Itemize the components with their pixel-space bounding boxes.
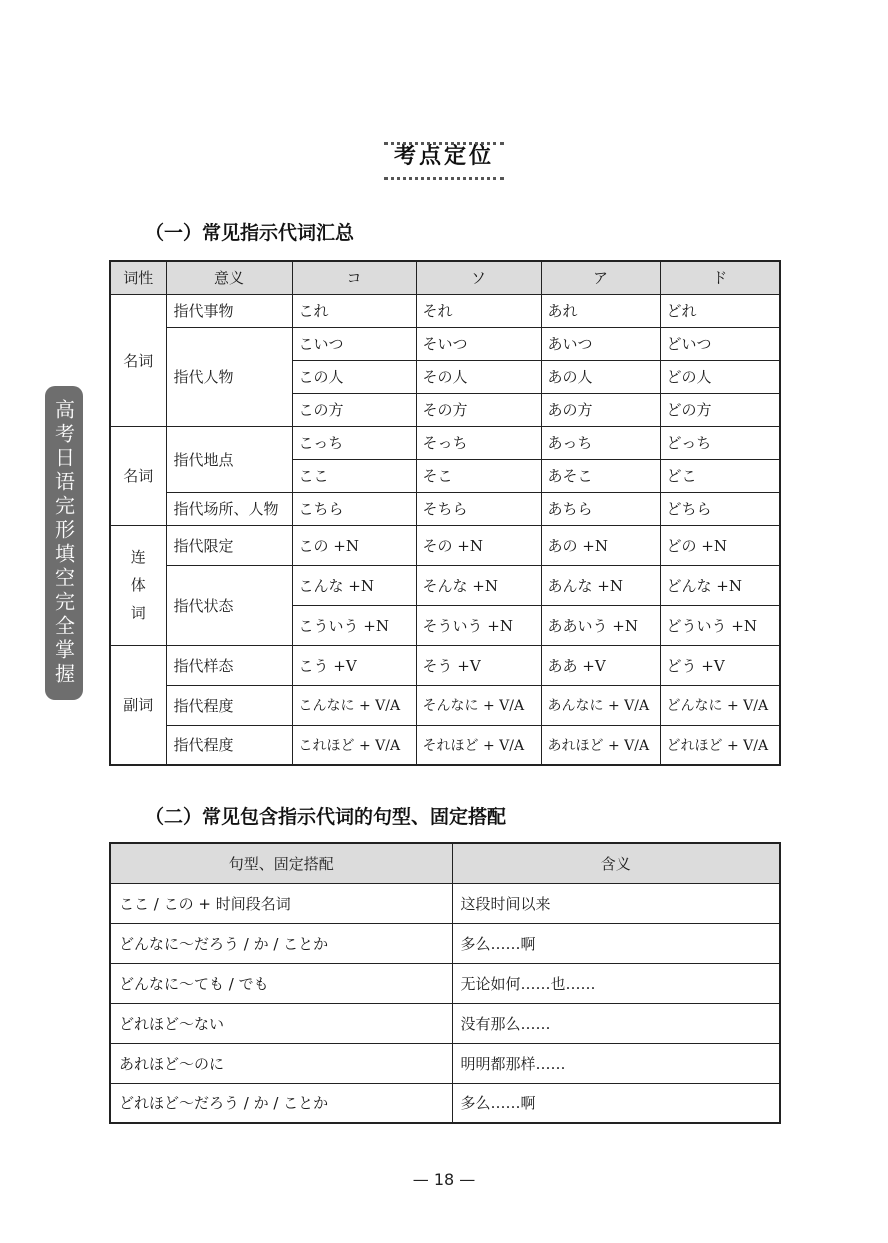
title-dotted-border-top [384,142,504,145]
group-cell: 名词 [110,294,166,426]
so-cell: そっち [416,426,541,459]
pattern-cell: あれほど～のに [110,1043,452,1083]
a-cell: あちら [541,492,660,525]
header-ko: コ [292,261,416,294]
side-tab [45,386,83,700]
header-a: ア [541,261,660,294]
a-cell: あの人 [541,360,660,393]
so-cell: その人 [416,360,541,393]
sentence-pattern-table [109,842,781,1124]
ko-cell: こういう +N [292,605,416,645]
section-heading-2: （二）常见包含指示代词的句型、固定搭配 [145,806,507,828]
meaning-cell: 明明都那样…… [452,1043,780,1083]
header-do: ド [660,261,780,294]
ko-cell: こちら [292,492,416,525]
do-cell: どの方 [660,393,780,426]
page-title [384,142,504,180]
meaning-cell: 没有那么…… [452,1003,780,1043]
so-cell: そいつ [416,327,541,360]
a-cell: あの +N [541,525,660,565]
do-cell: どんなに + V/A [660,685,780,725]
meaning-cell: 指代程度 [166,685,292,725]
meaning-cell: 指代地点 [166,426,292,492]
ko-cell: こいつ [292,327,416,360]
ko-cell: こんな +N [292,565,416,605]
table-row [110,883,780,923]
do-cell: どこ [660,459,780,492]
a-cell: あんな +N [541,565,660,605]
table-row [110,294,780,327]
side-tab-label: 高考日语完形填空完全掌握 [51,399,76,687]
ko-cell: この +N [292,525,416,565]
page-title-text: 考点定位 [393,144,494,169]
table-row [110,685,780,725]
table-row [110,1043,780,1083]
ko-cell: こんなに + V/A [292,685,416,725]
ko-cell: こっち [292,426,416,459]
pattern-cell: ここ / この + 时间段名词 [110,883,452,923]
meaning-cell: 指代状态 [166,565,292,645]
a-cell: ああいう +N [541,605,660,645]
so-cell: そんなに + V/A [416,685,541,725]
do-cell: どの +N [660,525,780,565]
do-cell: どんな +N [660,565,780,605]
demonstrative-pronoun-table [109,260,781,766]
meaning-cell: 指代事物 [166,294,292,327]
ko-cell: この人 [292,360,416,393]
a-cell: あの方 [541,393,660,426]
a-cell: ああ +V [541,645,660,685]
so-cell: それほど + V/A [416,725,541,765]
group-cell: 连体词 [110,525,166,645]
meaning-cell: 多么……啊 [452,923,780,963]
header-pattern: 句型、固定搭配 [110,843,452,883]
title-dotted-border-bottom [384,177,504,180]
pattern-cell: どんなに～ても / でも [110,963,452,1003]
a-cell: あれ [541,294,660,327]
header-so: ソ [416,261,541,294]
ko-cell: ここ [292,459,416,492]
so-cell: そういう +N [416,605,541,645]
table-row [110,963,780,1003]
so-cell: そう +V [416,645,541,685]
do-cell: どっち [660,426,780,459]
a-cell: あっち [541,426,660,459]
header-meaning: 含义 [452,843,780,883]
table-row [110,1083,780,1123]
group-cell: 副词 [110,645,166,765]
meaning-cell: 多么……啊 [452,1083,780,1123]
meaning-cell: 指代程度 [166,725,292,765]
meaning-cell: 指代场所、人物 [166,492,292,525]
do-cell: どちら [660,492,780,525]
table-row [110,725,780,765]
do-cell: どれほど + V/A [660,725,780,765]
table-row [110,1003,780,1043]
ko-cell: この方 [292,393,416,426]
ko-cell: これほど + V/A [292,725,416,765]
page-number: — 18 — [412,1170,476,1189]
do-cell: どれ [660,294,780,327]
so-cell: その +N [416,525,541,565]
a-cell: あいつ [541,327,660,360]
table-row [110,327,780,360]
ko-cell: こう +V [292,645,416,685]
do-cell: どの人 [660,360,780,393]
meaning-cell: 无论如何……也…… [452,963,780,1003]
table-row [110,923,780,963]
header-meaning: 意义 [166,261,292,294]
meaning-cell: 指代人物 [166,327,292,426]
a-cell: あんなに + V/A [541,685,660,725]
table-row [110,492,780,525]
do-cell: どういう +N [660,605,780,645]
table-row [110,426,780,459]
do-cell: どいつ [660,327,780,360]
so-cell: そこ [416,459,541,492]
do-cell: どう +V [660,645,780,685]
so-cell: それ [416,294,541,327]
so-cell: そんな +N [416,565,541,605]
a-cell: あそこ [541,459,660,492]
pattern-cell: どれほど～だろう / か / ことか [110,1083,452,1123]
table-row [110,645,780,685]
so-cell: そちら [416,492,541,525]
meaning-cell: 指代限定 [166,525,292,565]
group-cell: 名词 [110,426,166,525]
meaning-cell: 这段时间以来 [452,883,780,923]
section-heading-1: （一）常见指示代词汇总 [145,222,355,244]
a-cell: あれほど + V/A [541,725,660,765]
table-row [110,525,780,565]
header-pos: 词性 [110,261,166,294]
meaning-cell: 指代样态 [166,645,292,685]
pattern-cell: どれほど～ない [110,1003,452,1043]
table-row [110,565,780,605]
ko-cell: これ [292,294,416,327]
so-cell: その方 [416,393,541,426]
pattern-cell: どんなに～だろう / か / ことか [110,923,452,963]
